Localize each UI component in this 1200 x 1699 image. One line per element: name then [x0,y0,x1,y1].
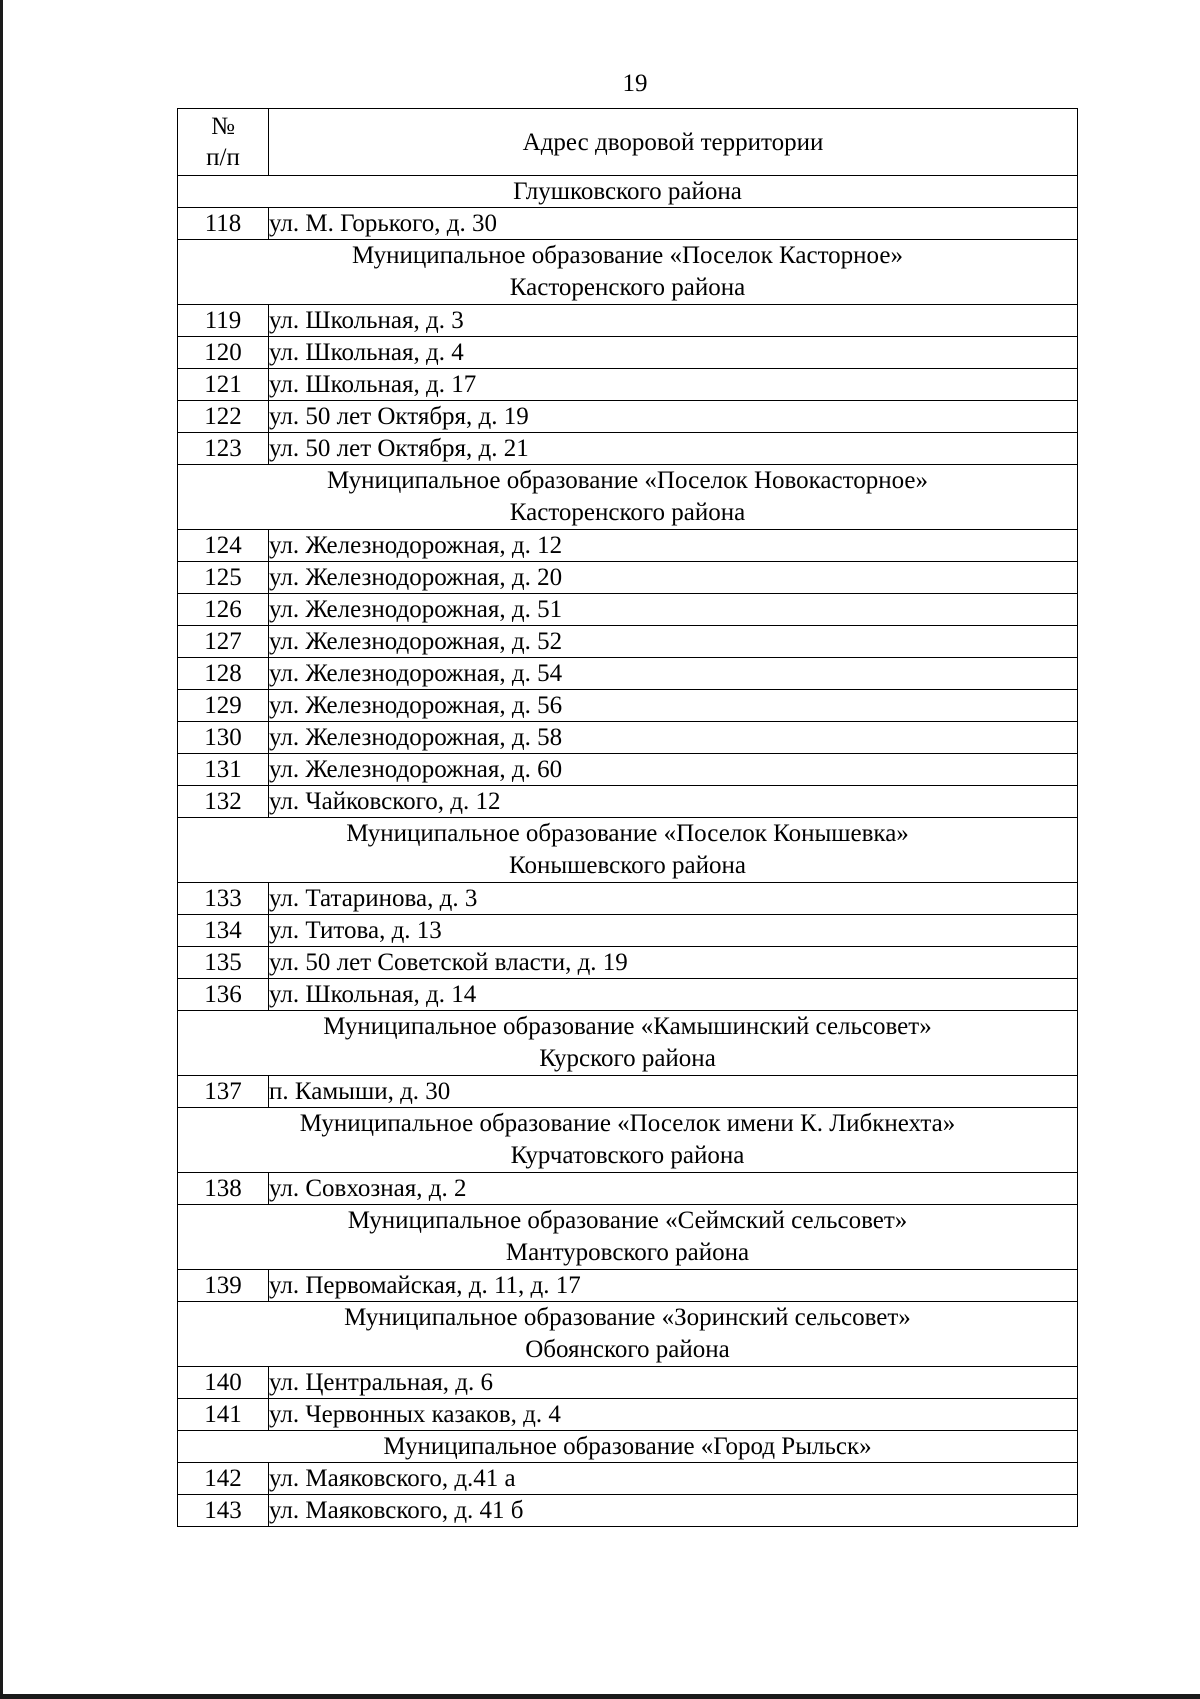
section-header-line: Курского района [539,1045,716,1072]
row-address: ул. Железнодорожная, д. 60 [269,754,1078,786]
table-row [178,883,1078,915]
section-header-line: Обоянского района [525,1336,730,1363]
row-address: ул. Школьная, д. 3 [269,305,1078,337]
row-number: 118 [178,208,269,240]
row-number: 141 [178,1399,269,1431]
section-header-row [178,1302,1078,1367]
section-header [178,1431,1078,1463]
row-address: ул. Маяковского, д. 41 б [269,1495,1078,1527]
row-number: 119 [178,305,269,337]
row-address: ул. Школьная, д. 17 [269,369,1078,401]
row-number: 132 [178,786,269,818]
section-header-row [178,240,1078,305]
table-row [178,530,1078,562]
row-number: 135 [178,947,269,979]
row-number: 133 [178,883,269,915]
row-address: ул. Центральная, д. 6 [269,1367,1078,1399]
section-header [178,1108,1078,1173]
section-header [178,1205,1078,1270]
table-row [178,562,1078,594]
table-row [178,401,1078,433]
row-address: ул. Школьная, д. 14 [269,979,1078,1011]
row-number: 127 [178,626,269,658]
table-row [178,786,1078,818]
section-header-row [178,465,1078,530]
section-header-line: Муниципальное образование «Поселок Новокасторное» [326,467,928,494]
section-header-row [178,1431,1078,1463]
section-header-line: Глушковского района [513,178,742,205]
row-address: ул. Первомайская, д. 11, д. 17 [269,1270,1078,1302]
row-number: 123 [178,433,269,465]
row-address: ул. Железнодорожная, д. 12 [269,530,1078,562]
table-row [178,1495,1078,1527]
section-header-line: Мантуровского района [505,1239,750,1266]
table-row [178,1463,1078,1495]
row-number: 137 [178,1076,269,1108]
row-number: 125 [178,562,269,594]
table-row [178,947,1078,979]
row-number: 142 [178,1463,269,1495]
row-number: 139 [178,1270,269,1302]
table-row [178,305,1078,337]
section-header [178,240,1078,305]
row-address: ул. Титова, д. 13 [269,915,1078,947]
table-row [178,754,1078,786]
section-header [178,465,1078,530]
row-number: 122 [178,401,269,433]
row-address: ул. 50 лет Октября, д. 19 [269,401,1078,433]
table-row [178,1173,1078,1205]
section-header-row [178,176,1078,208]
page-number: 19 [622,70,648,97]
table-row [178,722,1078,754]
row-address: ул. Железнодорожная, д. 58 [269,722,1078,754]
row-number: 131 [178,754,269,786]
section-header-line: Муниципальное образование «Город Рыльск» [383,1433,872,1460]
section-header-line: Муниципальное образование «Поселок Конышевка» [346,820,909,847]
column-header-number [178,109,269,176]
row-number: 136 [178,979,269,1011]
table-row [178,594,1078,626]
section-header-line: Конышевского района [509,852,746,879]
table-row [178,1399,1078,1431]
table-body [178,176,1078,1527]
section-header-line: Касторенского района [509,499,746,526]
row-address: ул. Маяковского, д.41 а [269,1463,1078,1495]
row-address: ул. Чайковского, д. 12 [269,786,1078,818]
row-number: 126 [178,594,269,626]
row-number: 134 [178,915,269,947]
row-number: 128 [178,658,269,690]
row-address: ул. Школьная, д. 4 [269,337,1078,369]
row-address: ул. Червонных казаков, д. 4 [269,1399,1078,1431]
row-number: 130 [178,722,269,754]
scan-edge-bottom [0,1694,1200,1699]
row-address: п. Камыши, д. 30 [269,1076,1078,1108]
table-row [178,1270,1078,1302]
scan-edge-left [0,0,3,1699]
section-header-row [178,1205,1078,1270]
row-number: 121 [178,369,269,401]
section-header [178,1011,1078,1076]
row-address: ул. Железнодорожная, д. 20 [269,562,1078,594]
column-header-number-line1: № [211,113,235,140]
row-address: ул. М. Горького, д. 30 [269,208,1078,240]
row-number: 120 [178,337,269,369]
section-header-line: Муниципальное образование «Поселок Касторное» [352,242,903,269]
table-row [178,915,1078,947]
row-number: 129 [178,690,269,722]
table-row [178,1367,1078,1399]
row-number: 124 [178,530,269,562]
section-header [178,176,1078,208]
section-header-line: Муниципальное образование «Сеймский сельсовет» [347,1207,908,1234]
row-address: ул. Железнодорожная, д. 56 [269,690,1078,722]
row-address: ул. Совхозная, д. 2 [269,1173,1078,1205]
table-row [178,433,1078,465]
table-row [178,658,1078,690]
table-row [178,979,1078,1011]
row-address: ул. 50 лет Октября, д. 21 [269,433,1078,465]
section-header-line: Муниципальное образование «Зоринский сельсовет» [344,1304,911,1331]
row-number: 138 [178,1173,269,1205]
address-table [177,108,1078,1527]
row-address: ул. 50 лет Советской власти, д. 19 [269,947,1078,979]
section-header-line: Курчатовского района [510,1142,745,1169]
row-address: ул. Железнодорожная, д. 51 [269,594,1078,626]
section-header-row [178,1011,1078,1076]
section-header [178,818,1078,883]
column-header-address: Адрес дворовой территории [269,109,1078,176]
table-row [178,1076,1078,1108]
column-header-number-line2: п/п [206,144,240,171]
table-header-row [178,109,1078,176]
section-header-line: Касторенского района [509,274,746,301]
row-number: 143 [178,1495,269,1527]
row-address: ул. Татаринова, д. 3 [269,883,1078,915]
row-address: ул. Железнодорожная, д. 54 [269,658,1078,690]
section-header-line: Муниципальное образование «Поселок имени К. Либкнехта» [299,1110,956,1137]
section-header [178,1302,1078,1367]
section-header-line: Муниципальное образование «Камышинский сельсовет» [323,1013,932,1040]
table-row [178,369,1078,401]
row-number: 140 [178,1367,269,1399]
section-header-row [178,1108,1078,1173]
table-row [178,690,1078,722]
row-address: ул. Железнодорожная, д. 52 [269,626,1078,658]
table-row [178,626,1078,658]
section-header-row [178,818,1078,883]
table-row [178,208,1078,240]
table-row [178,337,1078,369]
